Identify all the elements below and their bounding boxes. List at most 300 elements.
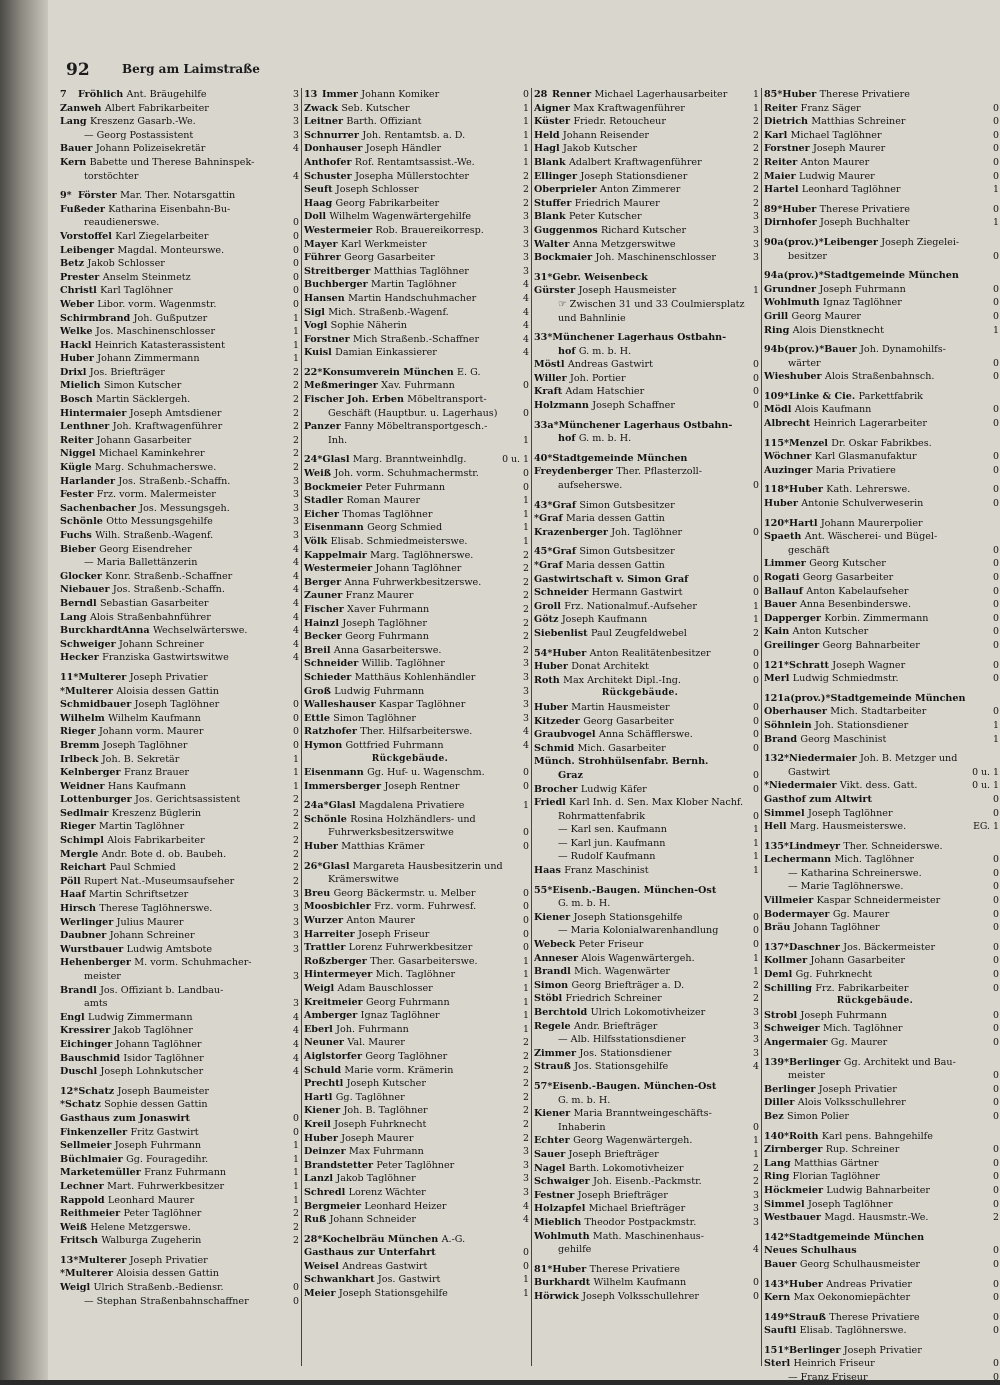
resident-occupation: Katharina Eisenbahn-Bu-: [108, 203, 231, 215]
resident-name: Freydenberger: [534, 466, 617, 478]
resident-name: Neuner: [304, 1037, 348, 1049]
resident-occupation: Fuhrwerksbesitzerswitwe: [328, 827, 454, 839]
directory-entry: [764, 908, 1000, 922]
resident-occupation: Joseph Hausmeister: [578, 285, 677, 297]
directory-entry: [534, 755, 760, 769]
resident-occupation: Maria dessen Gattin: [565, 513, 665, 525]
floor-number: 0: [523, 901, 529, 913]
floor-number: 1: [523, 536, 529, 547]
resident-name: Reiter: [764, 156, 801, 168]
directory-entry: [60, 1153, 300, 1167]
floor-number: 0: [993, 639, 999, 651]
floor-number: 3: [293, 930, 299, 942]
resident-name: Hehenberger: [60, 957, 135, 969]
resident-occupation: Ludwig Amtsbote: [126, 943, 213, 955]
resident-occupation: Joseph Stationsdiener: [580, 170, 688, 182]
resident-name: Hecker: [60, 652, 103, 664]
resident-name: Neues Schulhaus: [764, 1245, 857, 1257]
house-number: 26*: [304, 860, 323, 872]
directory-entry: [764, 779, 1000, 793]
resident-occupation: Mich. Wagenwärter: [574, 966, 670, 978]
directory-entry: [534, 1107, 760, 1121]
floor-number: 2: [293, 875, 299, 887]
directory-entry: [60, 434, 300, 448]
resident-occupation: Georg Eisendreher: [99, 543, 192, 555]
floor-number: 0: [293, 217, 299, 229]
resident-occupation: Joseph Fuhrmann: [819, 283, 906, 295]
directory-entry: [534, 452, 760, 466]
house-number: 135*: [764, 840, 790, 852]
resident-occupation: Alois Wagenwärtergeh.: [581, 952, 695, 964]
floor-number: 0: [993, 867, 999, 879]
resident-occupation: Mich. Taglöhner: [822, 1023, 903, 1035]
floor-number: 0: [993, 283, 999, 295]
resident-occupation: Ludwig Maurer: [798, 170, 875, 182]
directory-entry: [764, 672, 1000, 686]
resident-occupation: Dr. Oskar Fabrikbes.: [831, 437, 932, 449]
resident-name: Duschl: [60, 1066, 101, 1078]
resident-occupation: Xav. Fuhrmann: [381, 380, 455, 392]
floor-number: 2: [523, 1091, 529, 1103]
resident-occupation: Kreszenz Gasarb.-We.: [90, 116, 196, 128]
directory-entry: [304, 1050, 530, 1064]
directory-entry: [60, 1267, 300, 1281]
resident-name: Schwankhart: [304, 1274, 378, 1286]
directory-entry: [60, 712, 300, 726]
resident-name: Eisenb.-Baugen. München-Ost: [552, 884, 717, 896]
floor-number: 3: [523, 238, 529, 250]
resident-name: Weiß: [304, 468, 335, 480]
resident-occupation: G. m. b. H.: [558, 1094, 611, 1106]
floor-number: 3: [523, 211, 529, 223]
directory-entry: [764, 283, 1000, 297]
resident-occupation: Mich. Stadtarbeiter: [830, 706, 927, 718]
resident-name: Rappold: [60, 1194, 108, 1206]
resident-occupation: Jos. Straßenb.-Schaffn.: [112, 584, 225, 596]
directory-entry: [304, 292, 530, 306]
resident-occupation: — Katharina Schreinerswe.: [788, 867, 922, 879]
floor-number: 2: [993, 1212, 999, 1224]
resident-name: Prester: [60, 271, 103, 283]
directory-entry: [764, 1009, 1000, 1023]
resident-occupation: Joh. Stationsdiener: [815, 719, 909, 731]
resident-name: Blank: [534, 211, 569, 223]
resident-name: Kiener: [534, 1108, 574, 1120]
resident-occupation: — Alb. Hilfsstationsdiener: [558, 1034, 686, 1046]
resident-name: Kressirer: [60, 1025, 114, 1037]
floor-number: 0: [993, 908, 999, 920]
resident-name: Bez: [764, 1110, 788, 1122]
resident-occupation: Martin Handschuhmacher: [348, 292, 477, 304]
floor-number: 0 u. 1: [972, 766, 999, 778]
floor-number: 1: [753, 600, 759, 612]
resident-name: Simmel: [764, 1198, 808, 1210]
directory-entry: [534, 1263, 760, 1277]
directory-entry: [304, 766, 530, 780]
directory-entry: [304, 1104, 530, 1118]
resident-occupation: Heinrich Friseur: [793, 1358, 875, 1370]
house-number: 13: [304, 89, 318, 100]
floor-number: 0: [753, 783, 759, 795]
resident-occupation: Friedrich Schreiner: [565, 993, 662, 1005]
resident-occupation: Rof. Rentamtsassist.-We.: [354, 156, 475, 168]
floor-number: 1: [523, 129, 529, 141]
directory-entry: [534, 238, 760, 252]
resident-name: Wöchner: [764, 451, 815, 463]
resident-occupation: Hermann Gastwirt: [591, 587, 683, 599]
floor-number: 0: [993, 1037, 999, 1048]
directory-entry: [534, 170, 760, 184]
floor-number: 1: [523, 1023, 529, 1035]
resident-occupation: Jakob Schlosser: [87, 258, 165, 270]
directory-entry: [764, 156, 1000, 170]
directory-entry: [534, 284, 760, 298]
resident-occupation: Magd. Hausmstr.-We.: [824, 1212, 929, 1224]
resident-occupation: Inhaberin: [558, 1121, 606, 1133]
directory-entry: [764, 1324, 1000, 1338]
directory-entry: [764, 639, 1000, 653]
directory-entry: [764, 1022, 1000, 1036]
resident-name: Kelnberger: [60, 767, 124, 779]
directory-entry: [764, 766, 1000, 780]
floor-number: 4: [293, 638, 299, 650]
floor-number: 3: [523, 1173, 529, 1185]
resident-occupation: Babette und Therese Bahninspek-: [89, 156, 255, 168]
floor-number: 2: [523, 590, 529, 602]
resident-occupation: Joseph Fuhrmann: [800, 1009, 887, 1021]
resident-occupation: Andreas Privatier: [826, 1278, 912, 1290]
directory-entry: [60, 624, 300, 638]
resident-name: Oberprieler: [534, 184, 600, 196]
resident-name: Merl: [764, 673, 793, 685]
floor-number: 2: [753, 979, 759, 991]
floor-number: 2: [293, 794, 299, 806]
resident-name: Forstner: [304, 333, 354, 345]
resident-name: Berchtold: [534, 1007, 591, 1018]
house-number: 143*: [764, 1278, 790, 1290]
resident-occupation: Anna Fuhrwerkbesitzerswe.: [344, 576, 482, 588]
directory-entry: [764, 853, 1000, 867]
resident-name: Fröhlich: [78, 89, 127, 100]
resident-occupation: Aloisia dessen Gattin: [116, 1268, 219, 1280]
floor-number: 0: [993, 404, 999, 416]
directory-entry: [304, 840, 530, 854]
directory-entry: [534, 627, 760, 641]
resident-occupation: Marg. Taglöhnerswe.: [370, 549, 474, 561]
floor-number: 1: [753, 614, 759, 626]
resident-name: Reiter: [764, 102, 801, 114]
directory-entry: [304, 379, 530, 393]
directory-entry: [764, 250, 1000, 264]
directory-entry: [60, 1194, 300, 1208]
directory-entry: [304, 210, 530, 224]
resident-name: Bieber: [60, 543, 100, 555]
resident-name: Schratt: [789, 659, 833, 671]
resident-occupation: Barth. Offiziant: [346, 116, 422, 128]
resident-name: Marketemüller: [60, 1167, 145, 1179]
floor-number: 4: [523, 333, 529, 345]
directory-entry: [304, 366, 530, 380]
resident-occupation: Otto Messungsgehilfe: [106, 516, 213, 528]
house-number: 54*: [534, 647, 553, 659]
resident-name: Mieblich: [534, 1216, 585, 1228]
resident-occupation: Anton Kabelaufseher: [806, 585, 909, 597]
resident-occupation: Franziska Gastwirtswitwe: [102, 652, 229, 664]
page-number: 92: [66, 60, 90, 80]
resident-name: Schweiger: [60, 638, 119, 650]
floor-number: 2: [523, 603, 529, 615]
floor-number: 3: [753, 211, 759, 223]
resident-occupation: M. vorm. Schuhmacher-: [134, 957, 252, 969]
floor-number: 0: [993, 484, 999, 496]
directory-entry: [60, 671, 300, 685]
resident-occupation: Max Fuhrmann: [349, 1146, 424, 1158]
resident-name: Haag: [304, 197, 336, 209]
floor-number: 1: [523, 508, 529, 520]
directory-entry: [764, 236, 1000, 250]
floor-number: 2: [523, 549, 529, 561]
resident-occupation: Georg Taglöhner: [365, 1050, 448, 1062]
directory-entry: [304, 617, 530, 631]
resident-occupation: — Karl jun. Kaufmann: [558, 837, 666, 849]
directory-entry: [534, 1276, 760, 1290]
directory-entry: [304, 914, 530, 928]
directory-entry: [764, 296, 1000, 310]
resident-name: Weidner: [60, 780, 108, 792]
floor-number: 3: [293, 475, 299, 487]
resident-occupation: Ther. Schneiderswe.: [843, 840, 943, 852]
resident-name: Kügle: [60, 462, 95, 474]
resident-name: Strauß: [789, 1311, 830, 1323]
directory-entry: [304, 1132, 530, 1146]
resident-occupation: Ludwig Bahnarbeiter: [826, 1184, 930, 1196]
directory-entry: [304, 535, 530, 549]
directory-entry: [534, 674, 760, 688]
directory-entry: [764, 1110, 1000, 1124]
resident-occupation: Therese Taglöhnerswe.: [99, 903, 213, 915]
resident-name: Fußeder: [60, 203, 109, 215]
floor-number: 1: [293, 1180, 299, 1192]
directory-entry: [764, 203, 1000, 217]
directory-entry: [60, 339, 300, 353]
resident-occupation: Josepha Müllerstochter: [355, 170, 470, 182]
resident-occupation: Maria Privatiere: [815, 464, 896, 476]
floor-number: 0: [993, 464, 999, 476]
floor-number: 2: [293, 1221, 299, 1233]
resident-name: Huber: [789, 484, 827, 496]
resident-occupation: Anna Metzgerswitwe: [572, 238, 676, 250]
resident-occupation: Gg. Fouragedihr.: [126, 1153, 209, 1165]
resident-name: Moosbichler: [304, 901, 375, 913]
floor-number: EG. 1: [973, 821, 999, 833]
directory-entry: [304, 576, 530, 590]
directory-entry: [534, 992, 760, 1006]
directory-entry: [304, 739, 530, 753]
resident-name: Eicher: [304, 508, 343, 520]
directory-entry: [60, 379, 300, 393]
resident-occupation: Joseph Amtsdiener: [129, 407, 222, 419]
directory-entry: [304, 467, 530, 481]
floor-number: 0: [993, 599, 999, 611]
directory-entry: [304, 982, 530, 996]
directory-entry: [304, 873, 530, 887]
resident-name: Reiter: [60, 434, 97, 446]
directory-entry: [764, 820, 1000, 834]
resident-name: Mielich: [60, 380, 104, 392]
resident-name: Strauß: [534, 1061, 575, 1073]
resident-occupation: Simon Gutsbesitzer: [579, 546, 675, 558]
resident-name: Strobl: [764, 1009, 801, 1021]
directory-entry: [60, 766, 300, 780]
directory-entry: [764, 941, 1000, 955]
directory-entry: [60, 1281, 300, 1295]
resident-occupation: Georg Schmied: [367, 522, 443, 534]
resident-name: Webeck: [534, 939, 579, 951]
resident-name: *Schatz: [60, 1099, 105, 1111]
resident-name: Berlinger: [764, 1083, 819, 1095]
directory-entry: [60, 1295, 300, 1309]
resident-occupation: Xaver Fuhrmann: [347, 603, 430, 615]
floor-number: 2: [293, 394, 299, 406]
house-number: 94a: [764, 270, 784, 282]
floor-number: 0: [523, 942, 529, 954]
resident-name: Lanzl: [304, 1173, 337, 1185]
directory-entry: [304, 698, 530, 712]
floor-number: 0: [993, 793, 999, 805]
directory-entry: [60, 142, 300, 156]
resident-occupation: Ulrich Straßenb.-Bediensr.: [93, 1282, 224, 1294]
resident-occupation: Johann Gasarbeiter: [810, 955, 906, 967]
resident-occupation: Karl Werkmeister: [340, 238, 427, 250]
directory-entry: [534, 210, 760, 224]
directory-entry: [60, 230, 300, 244]
resident-name: Schweiger: [764, 1023, 823, 1035]
resident-occupation: Jakob Taglöhner: [113, 1025, 193, 1037]
floor-number: 0: [993, 1110, 999, 1122]
resident-name: Fischer: [304, 603, 348, 615]
resident-name: Stuffer: [534, 197, 575, 209]
resident-occupation: Rosina Holzhändlers- und: [350, 813, 476, 825]
floor-number: 0: [993, 612, 999, 624]
resident-occupation: Adalbert Kraftwagenführer: [568, 156, 702, 168]
floor-number: 0: [523, 767, 529, 779]
directory-entry: [534, 783, 760, 797]
resident-name: Gürster: [534, 285, 579, 297]
resident-name: Held: [534, 129, 563, 141]
floor-number: 0: [993, 116, 999, 128]
resident-name: Schneider: [304, 658, 362, 670]
directory-entry: [60, 1024, 300, 1038]
resident-occupation: Ant. Wäscherei- und Bügel-: [804, 531, 938, 543]
floor-number: 2: [293, 1235, 299, 1247]
floor-number: 0: [753, 701, 759, 713]
floor-number: 0: [293, 712, 299, 724]
directory-entry: [764, 216, 1000, 230]
directory-entry: [764, 343, 1000, 357]
directory-entry: [764, 1311, 1000, 1325]
floor-number: 2: [293, 807, 299, 819]
resident-occupation: Rupert Nat.-Museumsaufseher: [83, 875, 235, 887]
directory-entry: [304, 1145, 530, 1159]
directory-entry: [304, 685, 530, 699]
resident-occupation: Walburga Zugeherin: [101, 1235, 202, 1247]
resident-occupation: Adam Hatschier: [565, 386, 645, 398]
directory-entry: [534, 1094, 760, 1108]
resident-name: Streitberger: [304, 265, 374, 277]
resident-name: Multerer: [78, 1254, 130, 1266]
directory-entry: [60, 834, 300, 848]
house-number: 132*: [764, 753, 790, 765]
floor-number: 1: [753, 865, 759, 877]
floor-number: 3: [523, 265, 529, 277]
floor-number: 3: [293, 943, 299, 955]
resident-occupation: Mar. Ther. Notarsgattin: [120, 190, 236, 202]
resident-name: Götz: [534, 614, 562, 626]
resident-occupation: Joseph Taglöhner: [807, 807, 893, 819]
resident-occupation: Karl pens. Bahngehilfe: [821, 1130, 933, 1142]
resident-name: Siebenlist: [534, 627, 591, 639]
directory-entry: [304, 900, 530, 914]
floor-number: 2: [293, 462, 299, 474]
directory-entry: [304, 1233, 530, 1247]
resident-occupation: Joseph Maurer: [341, 1132, 414, 1144]
directory-entry: [764, 752, 1000, 766]
directory-entry: [764, 1036, 1000, 1050]
directory-entry: [304, 407, 530, 421]
directory-entry: [764, 310, 1000, 324]
house-number: 31*: [534, 271, 553, 283]
resident-name: Rieger: [60, 821, 99, 833]
house-number: 57*: [534, 1080, 553, 1092]
resident-occupation: Anton Kutscher: [792, 626, 869, 638]
directory-entry: [534, 938, 760, 952]
floor-number: 0: [523, 89, 529, 100]
resident-occupation: G. m. b. H.: [578, 345, 632, 357]
floor-number: 0: [993, 418, 999, 430]
resident-name: Hintermeyer: [304, 969, 376, 981]
floor-number: 1: [993, 324, 999, 336]
floor-number: 1: [293, 1153, 299, 1165]
resident-name: Roßzberger: [304, 955, 371, 967]
resident-occupation: Rup. Schreiner: [825, 1144, 900, 1156]
house-number: 137*: [764, 941, 790, 953]
floor-number: 3: [753, 1189, 759, 1201]
directory-entry: [304, 1172, 530, 1186]
floor-number: 1: [523, 955, 529, 967]
floor-number: 0: [293, 699, 299, 711]
resident-name: Bräu: [764, 922, 794, 934]
directory-entry: [60, 1126, 300, 1140]
house-number: 90a: [764, 236, 784, 248]
resident-name: Wurstbauer: [60, 943, 127, 955]
floor-number: 0: [753, 1277, 759, 1289]
resident-occupation: Joseph Briefträger: [577, 1189, 668, 1201]
resident-occupation: und Bahnlinie: [558, 312, 626, 324]
house-number: 40*: [534, 452, 553, 464]
resident-name: Sauer: [534, 1148, 569, 1160]
resident-occupation: Jos. Gastwirt: [377, 1274, 441, 1286]
resident-name: Huber: [534, 661, 572, 673]
resident-occupation: Willib. Taglöhner: [361, 658, 445, 670]
directory-entry: [764, 1231, 1000, 1245]
directory-entry: [60, 393, 300, 407]
resident-name: Höckmeier: [764, 1184, 827, 1196]
resident-occupation: Barth. Lokomotivheizer: [568, 1162, 684, 1174]
floor-number: 0: [993, 706, 999, 718]
floor-number: 3: [293, 971, 299, 982]
floor-number: 1: [753, 952, 759, 964]
resident-name: Eisenmann: [304, 522, 368, 534]
